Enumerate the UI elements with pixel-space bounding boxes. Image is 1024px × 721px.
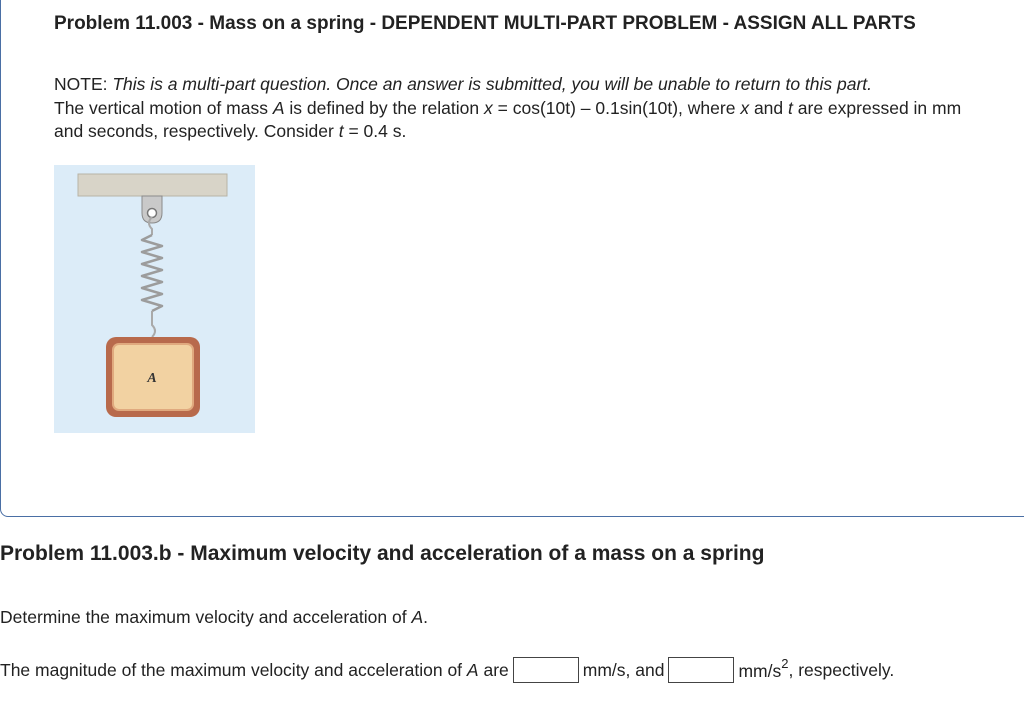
part-b-title: Problem 11.003.b - Maximum velocity and acceleration of a mass on a spring [0, 542, 765, 565]
note-label: NOTE: [54, 74, 108, 94]
spring-coil [142, 235, 162, 311]
t-variable-2: t [338, 121, 344, 141]
description-suffix: are expressed in mm and seconds, respectively. Consider [54, 97, 962, 141]
mass-variable: A [272, 97, 285, 118]
answer-prefix: The magnitude of the maximum velocity and acceleration of [0, 659, 463, 680]
answer-line [0, 657, 894, 683]
description-prefix: The vertical motion of mass [54, 97, 268, 118]
instruction-variable: A [411, 607, 424, 627]
instruction-suffix: . [423, 607, 429, 627]
ceiling-support [78, 174, 227, 196]
consider-value: = 0.4 s. [348, 121, 407, 141]
answer-are: are [483, 659, 509, 680]
acceleration-unit-exponent: 2 [781, 656, 789, 672]
mount-hole [148, 209, 157, 218]
mass-label: A [147, 371, 157, 386]
answer-suffix: , respectively. [788, 659, 895, 680]
x-variable-2: x [740, 97, 750, 118]
velocity-unit: mm/s, and [582, 659, 665, 680]
part-b-instruction [0, 607, 428, 628]
and-word: and [753, 97, 784, 118]
acceleration-unit [738, 658, 788, 682]
note-line [54, 73, 994, 97]
lower-hook [152, 311, 155, 337]
motion-equation: = cos(10t) – 0.1sin(10t), where [497, 97, 736, 118]
instruction-prefix: Determine the maximum velocity and acceleration of [0, 607, 407, 627]
problem-statement [54, 73, 994, 144]
acceleration-unit-base: mm/s [738, 660, 782, 681]
max-velocity-input[interactable] [513, 657, 579, 683]
spring-mass-figure [54, 165, 255, 433]
answer-variable: A [466, 659, 479, 680]
spring-mass-diagram [54, 165, 255, 433]
problem-title: Problem 11.003 - Mass on a spring - DEPENDENT MULTI-PART PROBLEM - ASSIGN ALL PARTS [54, 13, 916, 34]
note-text: This is a multi-part question. Once an answer is submitted, you will be unable to return to this part. [112, 74, 873, 94]
t-variable: t [788, 97, 793, 118]
x-variable: x [484, 97, 493, 118]
motion-description [54, 97, 994, 144]
description-mid: is defined by the relation [289, 97, 480, 118]
max-acceleration-input[interactable] [668, 657, 734, 683]
